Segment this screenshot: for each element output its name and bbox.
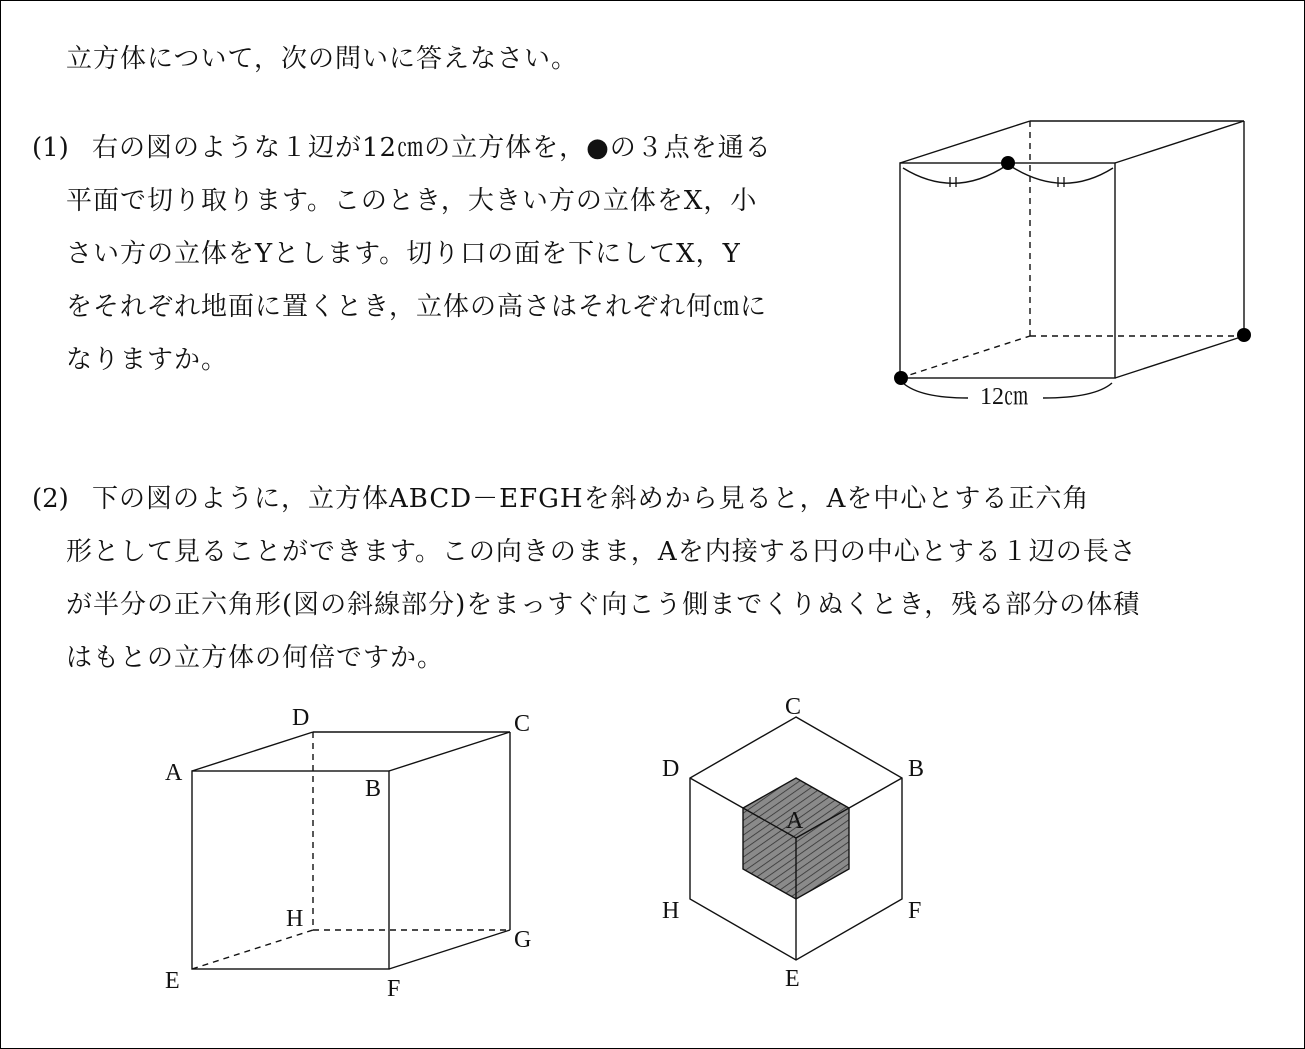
q1-line-3: さい方の立体をYとします。切り口の面を下にしてX，Y [66,239,741,269]
q1-dim-arc-left [903,383,968,398]
q2-hex-label-D: D [662,756,680,782]
q1-point-top-mid [1001,156,1015,170]
q1-number: (1) [32,133,69,163]
q1-edge-length-label: 12㎝ [980,384,1028,410]
q2-cube-edge-AD [192,732,313,771]
q1-cube-hidden-left-bottom [900,336,1030,378]
intro-text: 立方体について，次の問いに答えなさい。 [66,44,578,74]
q2-cube-label-C: C [514,711,531,737]
q1-cube-arc-right [1009,165,1113,183]
q1-cube-figure [900,121,1244,398]
q2-cube-label-G: G [514,927,532,953]
q1-point-front-left [894,371,908,385]
q2-line-3: が半分の正六角形(図の斜線部分)をまっすぐ向こう側までくりぬくとき，残る部分の体積 [66,590,1141,620]
q2-cube-label-H: H [286,906,304,932]
q1-line-5: なりますか。 [66,345,229,375]
q1-line-2: 平面で切り取ります。このとき，大きい方の立体をX，小 [66,186,758,216]
q2-hex-label-A: A [786,808,804,834]
q2-hex-label-C: C [785,694,802,720]
q2-hex-label-E: E [785,966,800,992]
q2-cube-figure [192,732,510,969]
q1-line-1: 右の図のような１辺が12㎝の立方体を，●の３点を通る [92,133,772,163]
q1-cube-top-right-edge [1115,121,1244,163]
q2-cube-front-face [192,771,389,969]
q1-cube-front-face [900,163,1115,378]
q2-line-1: 下の図のように，立方体ABCD－EFGHを斜めから見ると，Aを中心とする正六角 [92,484,1090,514]
q2-cube-edge-FG [389,930,510,969]
q2-cube-label-F: F [387,976,401,1002]
q2-cube-labels [165,705,531,1002]
q2-cube-label-D: D [292,705,310,731]
q2-cube-edge-EH [192,930,313,969]
q2-cube-label-A: A [165,760,183,786]
q2-cube-label-B: B [365,776,382,802]
q2-hex-label-B: B [908,756,925,782]
q2-cube-label-E: E [165,968,180,994]
q1-cube-bottom-right-edge [1115,336,1244,378]
q1-line-4: をそれぞれ地面に置くとき，立体の高さはそれぞれ何㎝に [66,292,767,322]
q1-dim-arc-right [1043,383,1112,398]
q2-hexagon-figure [690,717,902,960]
q2-line-2: 形として見ることができます。この向きのまま，Aを内接する円の中心とする１辺の長さ [66,537,1137,567]
q2-hex-label-F: F [908,898,922,924]
q2-hex-label-H: H [662,898,680,924]
q2-line-4: はもとの立方体の何倍ですか。 [66,643,445,673]
q1-point-back-right [1237,328,1251,342]
q2-number: (2) [32,484,69,514]
q2-cube-edge-BC [389,732,510,771]
q1-cube-arc-left [903,165,1007,183]
